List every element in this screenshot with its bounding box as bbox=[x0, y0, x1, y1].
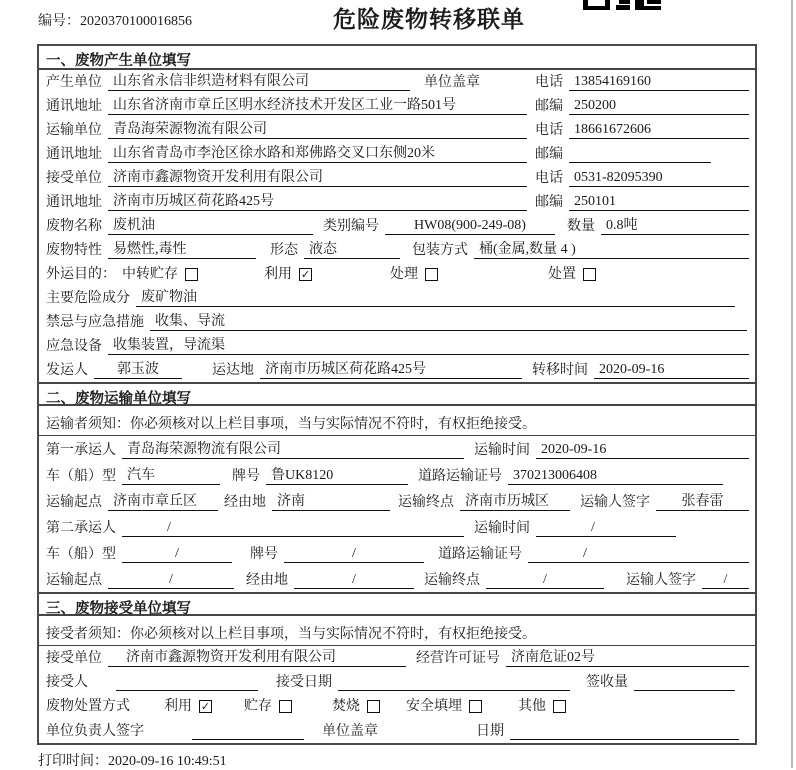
date-label: 日期 bbox=[476, 724, 504, 739]
taboo-measures-value: 收集、导流 bbox=[150, 310, 747, 331]
disposal-method-label: 废物处置方式 bbox=[46, 699, 130, 714]
route-via2-value: / bbox=[294, 572, 414, 589]
accept-date-label: 接受日期 bbox=[276, 675, 332, 690]
address-label: 通讯地址 bbox=[46, 147, 102, 162]
waste-name-label: 废物名称 bbox=[46, 219, 102, 234]
road-permit-label: 道路运输证号 bbox=[418, 469, 502, 484]
shipper-value: 郭玉波 bbox=[94, 358, 182, 379]
route-via-label: 经由地 bbox=[246, 573, 288, 588]
address-label: 通讯地址 bbox=[46, 195, 102, 210]
receiver-address-value: 济南市历城区荷花路425号 bbox=[108, 190, 527, 211]
transporter-address-value: 山东省青岛市李沧区徐水路和郑佛路交叉口东侧20米 bbox=[108, 142, 527, 163]
phone-label: 电话 bbox=[535, 171, 563, 186]
disposal-burn-checkbox bbox=[367, 700, 380, 713]
plate-number-label: 牌号 bbox=[250, 547, 278, 562]
producer-address-value: 山东省济南市章丘区明水经济技术开发区工业一路501号 bbox=[108, 94, 527, 115]
document-number bbox=[38, 10, 192, 30]
page-edge-divider bbox=[791, 0, 793, 768]
print-time-label: 打印时间： bbox=[38, 754, 108, 769]
disposal-method-row bbox=[39, 694, 755, 718]
waste-character-row bbox=[39, 238, 755, 262]
route-end-value: 济南市历城区 bbox=[460, 490, 570, 511]
destination-label: 运达地 bbox=[212, 363, 254, 378]
transport-time2-value: / bbox=[536, 520, 676, 537]
first-carrier-label: 第一承运人 bbox=[46, 443, 116, 458]
disposal-option-label: 利用 bbox=[164, 699, 192, 714]
responsible-signature-value bbox=[192, 723, 304, 740]
accept-person-label: 接受人 bbox=[46, 675, 88, 690]
page-title: 危险废物转移联单 bbox=[333, 7, 525, 32]
waste-name-value: 废机油 bbox=[108, 214, 313, 235]
main-hazard-value: 废矿物油 bbox=[136, 286, 735, 307]
license-number-value: 济南危证02号 bbox=[506, 646, 749, 667]
destination-value: 济南市历城区荷花路425号 bbox=[260, 358, 522, 379]
shipper-row bbox=[39, 358, 755, 382]
purpose-option-label: 中转贮存 bbox=[122, 267, 178, 282]
shipper-label: 发运人 bbox=[46, 363, 88, 378]
license-number-label: 经营许可证号 bbox=[416, 651, 500, 666]
transporter-unit-value: 青岛海荣源物流有限公司 bbox=[108, 118, 527, 139]
transporter-unit-row bbox=[39, 118, 755, 142]
purpose-storage-checkbox bbox=[185, 268, 198, 281]
quantity-label: 数量 bbox=[567, 219, 595, 234]
responsible-signature-row bbox=[39, 718, 755, 743]
main-hazard-row bbox=[39, 286, 755, 310]
purpose-option-label: 处置 bbox=[548, 267, 576, 282]
form-state-value: 液态 bbox=[304, 238, 400, 259]
section3-header: 三、废物接受单位填写 bbox=[39, 592, 755, 616]
receiver-unit-row bbox=[39, 166, 755, 190]
accept-unit-value: 济南市鑫源物资开发利用有限公司 bbox=[108, 646, 406, 667]
section2-header: 二、废物运输单位填写 bbox=[39, 382, 755, 406]
transfer-purpose-label: 外运目的： bbox=[46, 267, 116, 282]
disposal-storage-checkbox bbox=[279, 700, 292, 713]
receiver-zip-value: 250101 bbox=[569, 194, 749, 211]
accept-unit-row bbox=[39, 646, 755, 670]
receiver-address-row bbox=[39, 190, 755, 214]
transporter-zip-value bbox=[569, 146, 711, 163]
manifest-form bbox=[37, 44, 757, 745]
second-carrier-row bbox=[39, 514, 755, 540]
producer-unit-row bbox=[39, 70, 755, 94]
route-end2-value: / bbox=[486, 572, 604, 589]
section1-header: 一、废物产生单位填写 bbox=[39, 46, 755, 70]
waste-name-row bbox=[39, 214, 755, 238]
waste-character-value: 易燃性,毒性 bbox=[108, 238, 256, 259]
transporter-notice: 运输者须知：你必须核对以上栏目事项，当与实际情况不符时，有权拒绝接受。 bbox=[39, 406, 755, 436]
disposal-option-label: 安全填埋 bbox=[406, 699, 462, 714]
carrier-signature2-value: / bbox=[702, 572, 749, 589]
route2-row bbox=[39, 566, 755, 592]
received-quantity-value bbox=[634, 674, 735, 691]
receiver-unit-value: 济南市鑫源物资开发利用有限公司 bbox=[108, 166, 527, 187]
taboo-measures-row bbox=[39, 310, 755, 334]
disposal-utilize-checkbox: ✓ bbox=[200, 700, 211, 713]
disposal-option-label: 焚烧 bbox=[332, 699, 360, 714]
vehicle-type-label: 车（船）型 bbox=[46, 469, 116, 484]
phone-label: 电话 bbox=[535, 123, 563, 138]
disposal-option-label: 贮存 bbox=[244, 699, 272, 714]
disposal-landfill-checkbox bbox=[469, 700, 482, 713]
accept-date-value bbox=[338, 674, 570, 691]
waste-character-label: 废物特性 bbox=[46, 243, 102, 258]
route-via-label: 经由地 bbox=[224, 495, 266, 510]
print-time bbox=[38, 750, 227, 770]
purpose-treat-checkbox bbox=[425, 268, 438, 281]
producer-unit-label: 产生单位 bbox=[46, 75, 102, 90]
zip-label: 邮编 bbox=[535, 99, 563, 114]
route-end-label: 运输终点 bbox=[398, 495, 454, 510]
route-end-label: 运输终点 bbox=[424, 573, 480, 588]
producer-address-row bbox=[39, 94, 755, 118]
form-state-label: 形态 bbox=[270, 243, 298, 258]
disposal-option-label: 其他 bbox=[518, 699, 546, 714]
accept-person-row bbox=[39, 670, 755, 694]
category-code-value: HW08(900-249-08) bbox=[385, 218, 555, 235]
receiver-phone-value: 0531-82095390 bbox=[569, 170, 749, 187]
purpose-dispose-checkbox bbox=[583, 268, 596, 281]
road-permit-label: 道路运输证号 bbox=[438, 547, 522, 562]
receiver-notice: 接受者须知：你必须核对以上栏目事项，当与实际情况不符时，有权拒绝接受。 bbox=[39, 616, 755, 646]
carrier-signature-value: 张春雷 bbox=[656, 490, 749, 511]
disposal-other-checkbox bbox=[553, 700, 566, 713]
vehicle-type-value: 汽车 bbox=[122, 464, 220, 485]
phone-label: 电话 bbox=[535, 75, 563, 90]
document-number-label: 编号： bbox=[38, 14, 80, 29]
packing-value: 桶(金属,数量 4 ) bbox=[474, 238, 749, 259]
zip-label: 邮编 bbox=[535, 195, 563, 210]
transfer-time-label: 转移时间 bbox=[532, 363, 588, 378]
carrier-signature-label: 运输人签字 bbox=[626, 573, 696, 588]
purpose-option-label: 处理 bbox=[390, 267, 418, 282]
plate-number2-value: / bbox=[284, 546, 424, 563]
route-start2-value: / bbox=[108, 572, 234, 589]
transport-time-label: 运输时间 bbox=[474, 521, 530, 536]
received-quantity-label: 签收量 bbox=[586, 675, 628, 690]
accept-person-value bbox=[116, 674, 258, 691]
category-code-label: 类别编号 bbox=[323, 219, 379, 234]
transport-time-value: 2020-09-16 bbox=[536, 442, 749, 459]
address-label: 通讯地址 bbox=[46, 99, 102, 114]
plate-number-value: 鲁UK8120 bbox=[266, 464, 408, 485]
transporter-phone-value: 18661672606 bbox=[569, 122, 749, 139]
transfer-purpose-row bbox=[39, 262, 755, 286]
print-time-value: 2020-09-16 10:49:51 bbox=[108, 754, 227, 769]
vehicle-type-label: 车（船）型 bbox=[46, 547, 116, 562]
route-via-value: 济南 bbox=[272, 490, 390, 511]
producer-unit-value: 山东省永信非织造材料有限公司 bbox=[108, 70, 410, 91]
carrier-signature-label: 运输人签字 bbox=[580, 495, 650, 510]
quantity-value: 0.8吨 bbox=[601, 214, 749, 235]
purpose-option-label: 利用 bbox=[264, 267, 292, 282]
road-permit-value: 370213006408 bbox=[508, 468, 723, 485]
second-carrier-value: / bbox=[122, 520, 464, 537]
date-value bbox=[510, 723, 739, 740]
second-carrier-label: 第二承运人 bbox=[46, 521, 116, 536]
first-carrier-value: 青岛海荣源物流有限公司 bbox=[122, 438, 464, 459]
receiver-unit-label: 接受单位 bbox=[46, 171, 102, 186]
producer-phone-value: 13854169160 bbox=[569, 74, 749, 91]
route-start-label: 运输起点 bbox=[46, 573, 102, 588]
producer-zip-value: 250200 bbox=[569, 98, 749, 115]
emergency-equipment-value: 收集装置，导流渠 bbox=[108, 334, 749, 355]
document-number-value: 2020370100016856 bbox=[80, 14, 192, 29]
vehicle-row bbox=[39, 462, 755, 488]
packing-label: 包装方式 bbox=[412, 243, 468, 258]
taboo-measures-label: 禁忌与应急措施 bbox=[46, 315, 144, 330]
plate-number-label: 牌号 bbox=[232, 469, 260, 484]
transport-time-label: 运输时间 bbox=[474, 443, 530, 458]
unit-seal-label: 单位盖章 bbox=[424, 75, 480, 90]
unit-seal-label: 单位盖章 bbox=[322, 724, 378, 739]
vehicle-type2-value: / bbox=[122, 546, 232, 563]
first-carrier-row bbox=[39, 436, 755, 462]
route-start-label: 运输起点 bbox=[46, 495, 102, 510]
emergency-equipment-row bbox=[39, 334, 755, 358]
purpose-utilize-checkbox: ✓ bbox=[300, 268, 311, 281]
main-hazard-label: 主要危险成分 bbox=[46, 291, 130, 306]
accept-unit-label: 接受单位 bbox=[46, 651, 102, 666]
zip-label: 邮编 bbox=[535, 147, 563, 162]
responsible-signature-label: 单位负责人签字 bbox=[46, 724, 144, 739]
route-row bbox=[39, 488, 755, 514]
road-permit2-value: / bbox=[528, 546, 749, 563]
vehicle2-row bbox=[39, 540, 755, 566]
transfer-time-value: 2020-09-16 bbox=[594, 362, 749, 379]
transporter-address-row bbox=[39, 142, 755, 166]
qr-code-fragment-icon bbox=[583, 0, 661, 10]
transporter-unit-label: 运输单位 bbox=[46, 123, 102, 138]
emergency-equipment-label: 应急设备 bbox=[46, 339, 102, 354]
route-start-value: 济南市章丘区 bbox=[108, 490, 218, 511]
